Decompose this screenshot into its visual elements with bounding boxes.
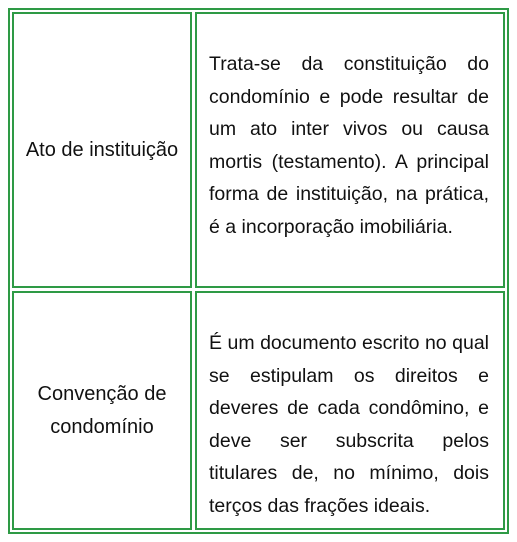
term-label: Convenção de condomínio	[37, 382, 167, 438]
definition-cell-ato-de-instituicao	[195, 12, 505, 288]
definitions-table	[8, 8, 509, 534]
definition-cell-convencao-de-condominio	[195, 291, 505, 530]
term-label: Ato de instituição	[25, 138, 179, 161]
definition-text: É um documento escrito no qual se estipulam os direitos e deveres de cada condômino, e deve ser subscrita pelos titulares de, no mínimo, dois terços das frações ideais.	[209, 332, 489, 517]
term-cell-ato-de-instituicao	[12, 12, 192, 288]
definition-text: Trata-se da constituição do condomínio e pode resultar de um ato inter vivos ou causa mortis (testamento). A principal forma de instituição, na prática, é a incorporação imobiliária.	[209, 53, 489, 238]
term-cell-convencao-de-condominio	[12, 291, 192, 530]
